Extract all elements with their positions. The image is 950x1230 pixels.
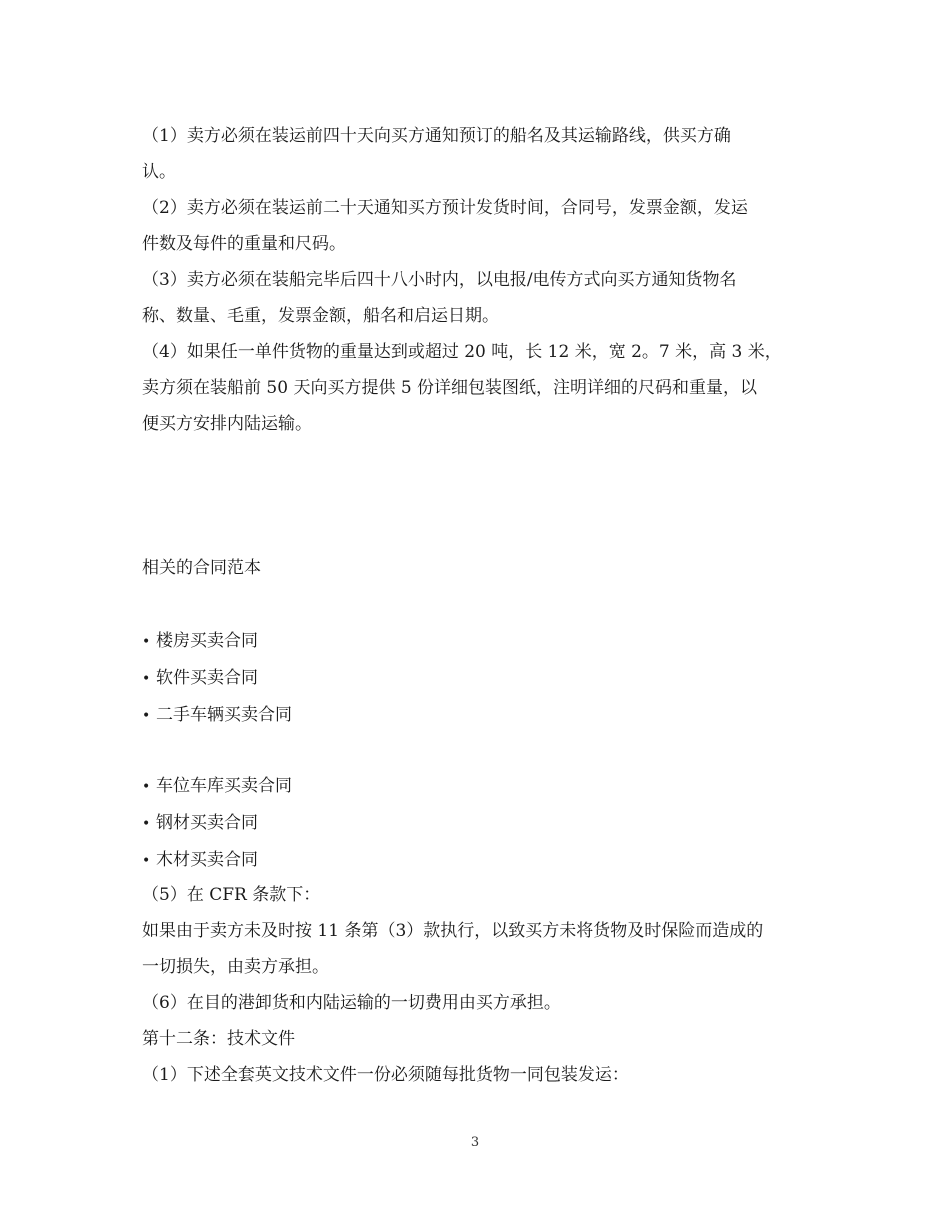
cfr-and-technical-clauses <box>142 877 822 1093</box>
text-line: 一切损失，由卖方承担。 <box>142 957 329 977</box>
list-item[interactable]: • 车位车库买卖合同 <box>142 768 292 805</box>
list-item[interactable]: • 钢材买卖合同 <box>142 805 292 842</box>
text-line: （1）卖方必须在装运前四十天向买方通知预订的船名及其运输路线，供买方确 <box>142 126 731 146</box>
page-number: 3 <box>470 1135 480 1150</box>
text-line: 称、数量、毛重，发票金额，船名和启运日期。 <box>142 306 499 326</box>
text-line: （4）如果任一单件货物的重量达到或超过 20 吨，长 12 米，宽 2。7 米，高 3 米， <box>142 342 782 362</box>
text-line: （6）在目的港卸货和内陆运输的一切费用由买方承担。 <box>142 993 561 1013</box>
text-line: （2）卖方必须在装运前二十天通知买方预计发货时间，合同号，发票金额，发运 <box>142 198 748 218</box>
list-item[interactable]: • 木材买卖合同 <box>142 842 292 879</box>
text-line: 第十二条：技术文件 <box>142 1029 295 1049</box>
text-line: （3）卖方必须在装船完毕后四十八小时内，以电报/电传方式向买方通知货物名 <box>142 270 737 290</box>
text-line: 卖方须在装船前 50 天向买方提供 5 份详细包装图纸，注明详细的尺码和重量，以 <box>142 378 758 398</box>
related-templates-list <box>142 623 292 734</box>
text-line: 便买方安排内陆运输。 <box>142 414 312 434</box>
related-templates-heading: 相关的合同范本 <box>142 558 261 578</box>
list-item[interactable]: • 楼房买卖合同 <box>142 623 292 660</box>
text-line: （5）在 CFR 条款下： <box>142 885 321 905</box>
list-item[interactable]: • 软件买卖合同 <box>142 660 292 697</box>
text-line: 认。 <box>142 162 176 182</box>
text-line: （1）下述全套英文技术文件一份必须随每批货物一同包装发运： <box>142 1065 629 1085</box>
text-line: 如果由于卖方未及时按 11 条第（3）款执行，以致买方未将货物及时保险而造成的 <box>142 921 764 941</box>
shipping-notice-clauses <box>142 118 822 442</box>
list-item[interactable]: • 二手车辆买卖合同 <box>142 697 292 734</box>
text-line: 件数及每件的重量和尺码。 <box>142 234 346 254</box>
related-templates-list <box>142 768 292 879</box>
